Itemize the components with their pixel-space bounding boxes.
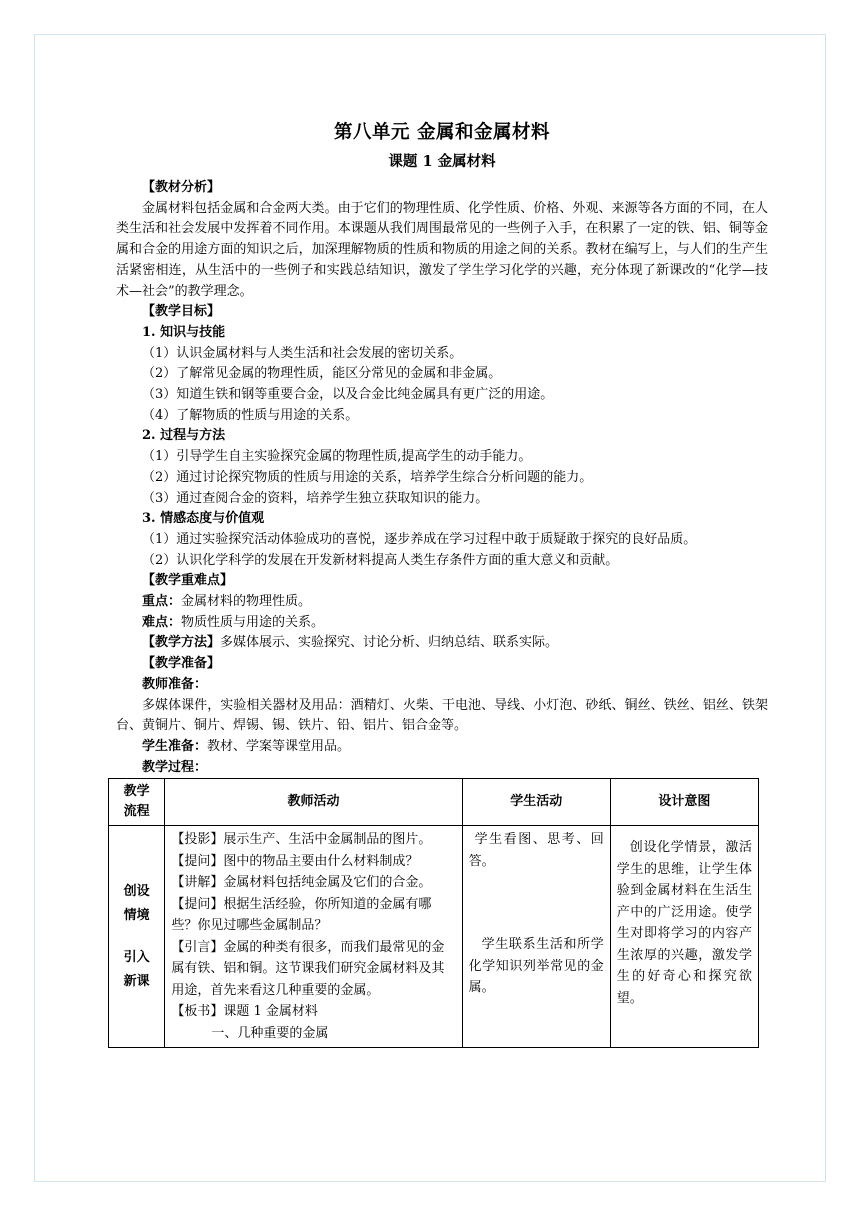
table-header-row — [109, 779, 759, 826]
design-intent: 创设化学情景，激活学生的思维，让学生体验到金属材料在生活生产中的广泛用途。使学生对即将学习的内容产生浓厚的兴趣，激发学生的好奇心和探究欲望。 — [616, 840, 752, 1006]
student-prep-text: 教材、学案等课堂用品。 — [207, 738, 351, 754]
flow-line: 情境 — [123, 907, 150, 923]
table-row — [109, 826, 759, 1048]
teacher-activity: 【投影】展示生产、生活中金属制品的图片。 — [171, 832, 432, 848]
student-activity: 学生看图、思考、回答。 — [468, 832, 604, 869]
teacher-prep-text: 多媒体课件，实验相关器材及用品：酒精灯、火柴、干电池、导线、小灯泡、砂纸、铜丝、铁丝、铝丝、铁架台、黄铜片、铜片、焊锡、锡、铁片、铅、铝片、铝合金等。 — [116, 697, 768, 734]
goal-item: （3）通过查阅合金的资料，培养学生独立获取知识的能力。 — [142, 490, 489, 506]
keypoints-heading: 【教学重难点】 — [142, 573, 234, 589]
flow-line: 创设 — [123, 883, 150, 899]
process-table — [108, 778, 759, 1048]
student-spacer — [469, 872, 604, 934]
teacher-activity: 【提问】根据生活经验，你所知道的金属有哪些？你见过哪些金属制品？ — [171, 896, 432, 934]
teacher-activity: 【板书】课题 1 金属材料 — [171, 1004, 318, 1020]
header-design: 设计意图 — [610, 779, 758, 826]
design-cell — [610, 826, 758, 1048]
analysis-text: 金属材料包括金属和合金两大类。由于它们的物理性质、化学性质、价格、外观、来源等各方面的不同，在人类生活和社会发展中发挥着不同作用。本课题从我们周围最常见的一些例子入手，在积累了一定的铁、铝、铜等金属和合金的用途方面的知识之后，加深理解物质的性质和物质的用途之间的关系。教材在编写上，与人们的生产生活紧密相连，从生活中的一些例子和实践总结知识，激发了学生学习化学的兴趣，充分体现了新课改的“化学—技术—社会”的教学理念。 — [116, 200, 768, 299]
goal-section-title: 1. 知识与技能 — [142, 324, 226, 340]
header-flow-line: 流程 — [123, 804, 150, 820]
difficult-point-text: 物质性质与用途的关系。 — [181, 614, 325, 630]
teacher-cell — [165, 826, 462, 1048]
lesson-title: 课题 1 金属材料 — [388, 153, 496, 170]
goal-item: （1）通过实验探究活动体验成功的喜悦，逐步养成在学习过程中敢于质疑敢于探究的良好品质。 — [142, 531, 697, 547]
lesson-plan-document — [116, 118, 768, 1048]
header-teacher: 教师活动 — [165, 779, 462, 826]
methods-line — [116, 633, 768, 654]
flow-line: 引入 — [123, 949, 150, 965]
methods-text: 多媒体展示、实验探究、讨论分析、归纳总结、联系实际。 — [220, 635, 559, 651]
key-point — [116, 592, 768, 613]
teacher-activity: 【引言】金属的种类有很多，而我们最常见的金属有铁、铝和铜。这节课我们研究金属材料及其用途，首先来看这几种重要的金属。 — [171, 939, 445, 998]
student-prep — [116, 737, 768, 758]
analysis-heading: 【教材分析】 — [142, 180, 221, 195]
unit-title: 第八单元 金属和金属材料 — [334, 122, 550, 143]
goal-item: （2）认识化学科学的发展在开发新材料提高人类生存条件方面的重大意义和贡献。 — [142, 552, 619, 568]
goal-item: （4）了解物质的性质与用途的关系。 — [142, 407, 359, 423]
teacher-activity: 【讲解】金属材料包括纯金属及它们的合金。 — [171, 875, 432, 891]
student-prep-label: 学生准备： — [142, 738, 208, 754]
goal-item: （3）知道生铁和钢等重要合金，以及合金比纯金属具有更广泛的用途。 — [142, 387, 554, 403]
teacher-prep-label: 教师准备： — [142, 676, 208, 692]
key-point-label: 重点： — [142, 594, 182, 610]
flow-line: 新课 — [123, 973, 150, 989]
goal-section-title: 2. 过程与方法 — [142, 428, 226, 444]
difficult-point — [116, 613, 768, 634]
goal-item: （2）了解常见金属的物理性质，能区分常见的金属和非金属。 — [142, 366, 502, 382]
student-activity: 学生联系生活和所学化学知识列举常见的金属。 — [468, 937, 604, 996]
difficult-point-label: 难点： — [142, 614, 182, 630]
header-flow — [109, 779, 165, 826]
prep-heading: 【教学准备】 — [142, 656, 221, 672]
process-label: 教学过程： — [142, 759, 208, 775]
student-cell — [462, 826, 610, 1048]
flow-cell — [109, 826, 165, 1048]
key-point-text: 金属材料的物理性质。 — [181, 594, 312, 610]
goal-item: （1）认识金属材料与人类生活和社会发展的密切关系。 — [142, 345, 463, 361]
goal-section-title: 3. 情感态度与价值观 — [142, 511, 265, 527]
header-student: 学生活动 — [462, 779, 610, 826]
teacher-activity: 一、几种重要的金属 — [211, 1025, 329, 1041]
header-flow-line: 教学 — [123, 784, 150, 800]
methods-heading: 【教学方法】 — [142, 635, 221, 651]
goals-heading: 【教学目标】 — [142, 304, 221, 320]
goal-item: （1）引导学生自主实验探究金属的物理性质,提高学生的动手能力。 — [142, 449, 532, 465]
teacher-activity: 【提问】图中的物品主要由什么材料制成？ — [171, 853, 419, 869]
flow-spacer — [109, 928, 164, 946]
goal-item: （2）通过讨论探究物质的性质与用途的关系，培养学生综合分析问题的能力。 — [142, 469, 593, 485]
